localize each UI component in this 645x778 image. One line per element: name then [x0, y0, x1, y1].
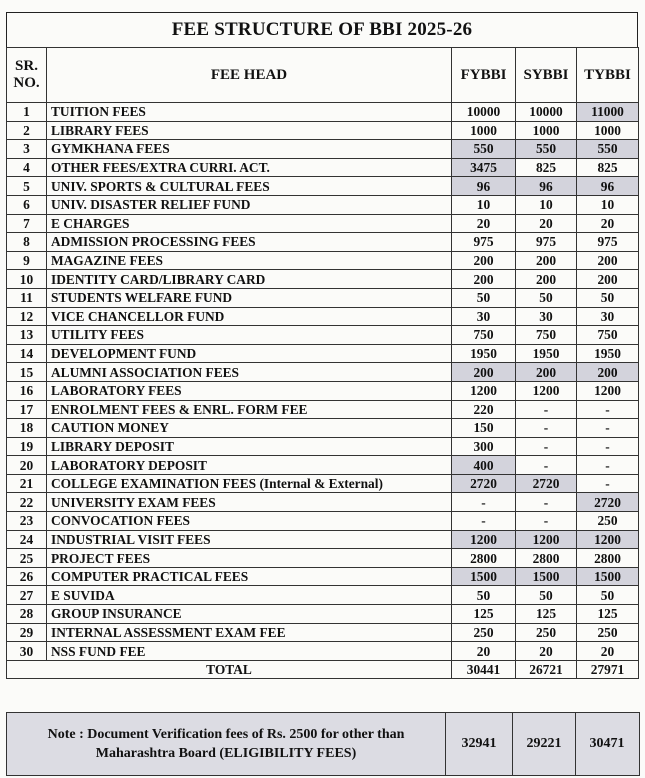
note-fybbi: 32941 [446, 713, 513, 775]
row-fee-head: ALUMNI ASSOCIATION FEES [47, 363, 452, 382]
row-sybbi: 1000 [516, 121, 577, 140]
header-sr-line2: NO. [13, 75, 40, 91]
row-sr-no: 23 [7, 512, 47, 531]
row-sybbi: 1200 [516, 530, 577, 549]
row-fee-head: OTHER FEES/EXTRA CURRI. ACT. [47, 158, 452, 177]
row-sr-no: 26 [7, 567, 47, 586]
row-sr-no: 6 [7, 195, 47, 214]
row-fee-head: ADMISSION PROCESSING FEES [47, 233, 452, 252]
table-row [7, 140, 639, 159]
row-sybbi: 750 [516, 326, 577, 345]
row-sybbi: 825 [516, 158, 577, 177]
header-sr-line1: SR. [15, 58, 38, 74]
row-sybbi: - [516, 493, 577, 512]
total-row [7, 660, 639, 679]
row-fybbi: 2800 [452, 549, 516, 568]
row-sybbi: - [516, 512, 577, 531]
table-row [7, 623, 639, 642]
row-sr-no: 5 [7, 177, 47, 196]
row-fybbi: 50 [452, 586, 516, 605]
total-tybbi: 27971 [577, 660, 639, 679]
row-tybbi: 1000 [577, 121, 639, 140]
row-sybbi: 30 [516, 307, 577, 326]
row-sr-no: 16 [7, 381, 47, 400]
row-sr-no: 7 [7, 214, 47, 233]
row-fee-head: TUITION FEES [47, 103, 452, 122]
row-tybbi: 750 [577, 326, 639, 345]
table-row [7, 307, 639, 326]
table-row [7, 512, 639, 531]
row-sr-no: 27 [7, 586, 47, 605]
row-fybbi: 1000 [452, 121, 516, 140]
row-tybbi: 1200 [577, 381, 639, 400]
row-sybbi: 10 [516, 195, 577, 214]
row-tybbi: 125 [577, 605, 639, 624]
row-tybbi: - [577, 437, 639, 456]
row-tybbi: 975 [577, 233, 639, 252]
table-row [7, 326, 639, 345]
page-title: FEE STRUCTURE OF BBI 2025-26 [6, 12, 638, 47]
row-fybbi: 3475 [452, 158, 516, 177]
row-fee-head: CONVOCATION FEES [47, 512, 452, 531]
row-sr-no: 11 [7, 288, 47, 307]
row-tybbi: 200 [577, 270, 639, 289]
row-sr-no: 19 [7, 437, 47, 456]
row-sr-no: 24 [7, 530, 47, 549]
table-row [7, 549, 639, 568]
row-fybbi: 220 [452, 400, 516, 419]
fee-rows [7, 103, 639, 661]
row-fee-head: CAUTION MONEY [47, 419, 452, 438]
total-sybbi: 26721 [516, 660, 577, 679]
table-row [7, 605, 639, 624]
row-fee-head: IDENTITY CARD/LIBRARY CARD [47, 270, 452, 289]
row-fee-head: UNIV. SPORTS & CULTURAL FEES [47, 177, 452, 196]
table-row [7, 363, 639, 382]
row-sr-no: 3 [7, 140, 47, 159]
row-fee-head: GYMKHANA FEES [47, 140, 452, 159]
table-header-row [7, 48, 639, 103]
row-fee-head: UNIVERSITY EXAM FEES [47, 493, 452, 512]
row-fee-head: ENROLMENT FEES & ENRL. FORM FEE [47, 400, 452, 419]
row-sybbi: 50 [516, 288, 577, 307]
fee-sheet [6, 12, 638, 679]
row-tybbi: 2720 [577, 493, 639, 512]
row-fee-head: LABORATORY DEPOSIT [47, 456, 452, 475]
row-sr-no: 10 [7, 270, 47, 289]
row-sr-no: 30 [7, 642, 47, 661]
row-sr-no: 8 [7, 233, 47, 252]
row-fybbi: 300 [452, 437, 516, 456]
row-tybbi: - [577, 400, 639, 419]
note-text [7, 713, 446, 775]
row-fee-head: LIBRARY DEPOSIT [47, 437, 452, 456]
row-fee-head: GROUP INSURANCE [47, 605, 452, 624]
table-row [7, 344, 639, 363]
table-row [7, 288, 639, 307]
table-row [7, 437, 639, 456]
row-tybbi: 1500 [577, 567, 639, 586]
table-row [7, 586, 639, 605]
row-sr-no: 17 [7, 400, 47, 419]
row-sr-no: 2 [7, 121, 47, 140]
table-row [7, 400, 639, 419]
table-row [7, 642, 639, 661]
row-tybbi: 96 [577, 177, 639, 196]
row-tybbi: 1200 [577, 530, 639, 549]
row-tybbi: - [577, 419, 639, 438]
row-fee-head: INDUSTRIAL VISIT FEES [47, 530, 452, 549]
row-fee-head: COMPUTER PRACTICAL FEES [47, 567, 452, 586]
row-tybbi: 1950 [577, 344, 639, 363]
table-row [7, 195, 639, 214]
row-fybbi: 20 [452, 642, 516, 661]
row-fee-head: MAGAZINE FEES [47, 251, 452, 270]
row-fybbi: 20 [452, 214, 516, 233]
table-row [7, 493, 639, 512]
row-sr-no: 14 [7, 344, 47, 363]
row-fee-head: E CHARGES [47, 214, 452, 233]
row-sr-no: 28 [7, 605, 47, 624]
row-sr-no: 1 [7, 103, 47, 122]
row-fybbi: 30 [452, 307, 516, 326]
row-fee-head: INTERNAL ASSESSMENT EXAM FEE [47, 623, 452, 642]
row-fee-head: STUDENTS WELFARE FUND [47, 288, 452, 307]
row-fee-head: UNIV. DISASTER RELIEF FUND [47, 195, 452, 214]
row-fee-head: VICE CHANCELLOR FUND [47, 307, 452, 326]
header-fybbi: FYBBI [452, 48, 516, 103]
table-row [7, 270, 639, 289]
row-tybbi: 10 [577, 195, 639, 214]
row-tybbi: 50 [577, 586, 639, 605]
row-fybbi: 1200 [452, 381, 516, 400]
row-fybbi: 200 [452, 270, 516, 289]
row-sybbi: - [516, 456, 577, 475]
row-tybbi: 20 [577, 642, 639, 661]
row-sybbi: 200 [516, 270, 577, 289]
row-sr-no: 9 [7, 251, 47, 270]
row-sr-no: 29 [7, 623, 47, 642]
note-sybbi: 29221 [513, 713, 576, 775]
table-row [7, 530, 639, 549]
row-fybbi: 975 [452, 233, 516, 252]
row-tybbi: 11000 [577, 103, 639, 122]
row-fee-head: PROJECT FEES [47, 549, 452, 568]
row-fee-head: E SUVIDA [47, 586, 452, 605]
row-tybbi: 30 [577, 307, 639, 326]
row-tybbi: 2800 [577, 549, 639, 568]
row-sybbi: 50 [516, 586, 577, 605]
row-sybbi: 20 [516, 214, 577, 233]
row-tybbi: 20 [577, 214, 639, 233]
row-sr-no: 12 [7, 307, 47, 326]
row-sybbi: 1500 [516, 567, 577, 586]
row-fee-head: NSS FUND FEE [47, 642, 452, 661]
row-fee-head: LABORATORY FEES [47, 381, 452, 400]
total-fybbi: 30441 [452, 660, 516, 679]
row-fee-head: LIBRARY FEES [47, 121, 452, 140]
row-fybbi: 2720 [452, 474, 516, 493]
row-sybbi: 1950 [516, 344, 577, 363]
header-tybbi: TYBBI [577, 48, 639, 103]
row-fybbi: 250 [452, 623, 516, 642]
total-label: TOTAL [7, 660, 452, 679]
row-sr-no: 25 [7, 549, 47, 568]
row-tybbi: - [577, 474, 639, 493]
table-row [7, 177, 639, 196]
row-fybbi: - [452, 512, 516, 531]
row-sr-no: 21 [7, 474, 47, 493]
row-sr-no: 15 [7, 363, 47, 382]
row-tybbi: - [577, 456, 639, 475]
row-tybbi: 250 [577, 512, 639, 531]
row-fybbi: 750 [452, 326, 516, 345]
row-sybbi: 20 [516, 642, 577, 661]
row-sybbi: 2800 [516, 549, 577, 568]
row-fybbi: 96 [452, 177, 516, 196]
note-line1: Note : Document Verification fees of Rs. 2500 for other than [47, 727, 405, 742]
row-fybbi: 125 [452, 605, 516, 624]
row-fybbi: 10 [452, 195, 516, 214]
row-tybbi: 200 [577, 251, 639, 270]
row-sybbi: 96 [516, 177, 577, 196]
table-row [7, 474, 639, 493]
table-row [7, 103, 639, 122]
table-row [7, 214, 639, 233]
table-row [7, 121, 639, 140]
row-fybbi: 550 [452, 140, 516, 159]
row-tybbi: 250 [577, 623, 639, 642]
row-sr-no: 13 [7, 326, 47, 345]
row-sr-no: 18 [7, 419, 47, 438]
header-fee-head: FEE HEAD [47, 48, 452, 103]
row-fybbi: 400 [452, 456, 516, 475]
table-row [7, 381, 639, 400]
row-fee-head: DEVELOPMENT FUND [47, 344, 452, 363]
row-sr-no: 22 [7, 493, 47, 512]
row-sybbi: 550 [516, 140, 577, 159]
row-sybbi: - [516, 437, 577, 456]
row-sybbi: 200 [516, 363, 577, 382]
row-sybbi: 125 [516, 605, 577, 624]
row-tybbi: 200 [577, 363, 639, 382]
row-fybbi: 200 [452, 363, 516, 382]
row-fybbi: - [452, 493, 516, 512]
row-fybbi: 10000 [452, 103, 516, 122]
row-sybbi: 10000 [516, 103, 577, 122]
table-row [7, 419, 639, 438]
note-box [6, 712, 640, 776]
row-tybbi: 550 [577, 140, 639, 159]
row-sybbi: - [516, 400, 577, 419]
table-row [7, 158, 639, 177]
row-fybbi: 1500 [452, 567, 516, 586]
table-row [7, 233, 639, 252]
row-sybbi: 2720 [516, 474, 577, 493]
row-tybbi: 825 [577, 158, 639, 177]
table-row [7, 456, 639, 475]
row-sybbi: 200 [516, 251, 577, 270]
row-fybbi: 150 [452, 419, 516, 438]
row-fybbi: 200 [452, 251, 516, 270]
row-fybbi: 1200 [452, 530, 516, 549]
header-sr-no [7, 48, 47, 103]
header-sybbi: SYBBI [516, 48, 577, 103]
row-tybbi: 50 [577, 288, 639, 307]
row-sybbi: 1200 [516, 381, 577, 400]
row-fybbi: 1950 [452, 344, 516, 363]
row-sr-no: 4 [7, 158, 47, 177]
note-tybbi: 30471 [589, 736, 625, 751]
row-sybbi: - [516, 419, 577, 438]
row-sybbi: 250 [516, 623, 577, 642]
note-line2: Maharashtra Board (ELIGIBILITY FEES) [95, 746, 357, 761]
row-sr-no: 20 [7, 456, 47, 475]
row-fybbi: 50 [452, 288, 516, 307]
fee-table [6, 47, 639, 679]
row-sybbi: 975 [516, 233, 577, 252]
row-fee-head: COLLEGE EXAMINATION FEES (Internal & External) [47, 474, 452, 493]
table-row [7, 567, 639, 586]
row-fee-head: UTILITY FEES [47, 326, 452, 345]
table-row [7, 251, 639, 270]
